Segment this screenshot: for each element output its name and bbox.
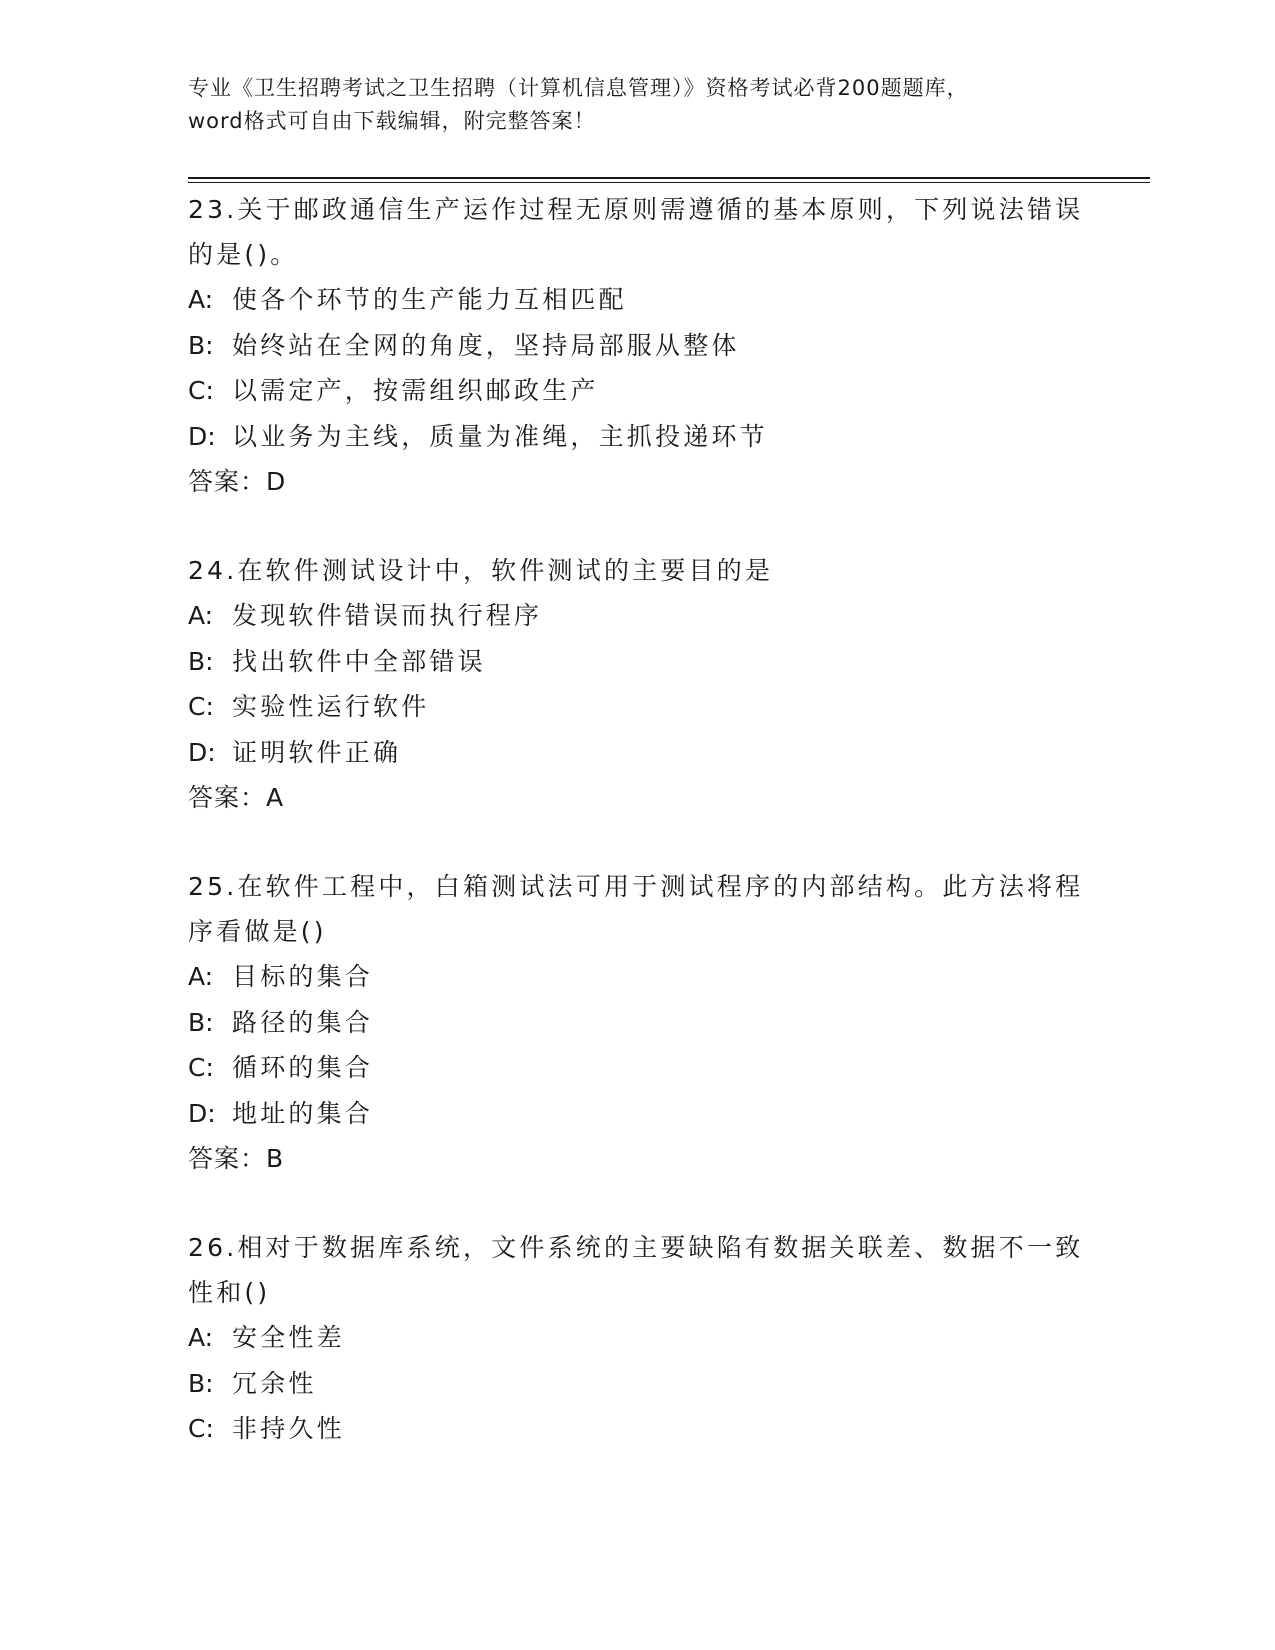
option-letter: B: (188, 1007, 214, 1037)
option-c (188, 1045, 1088, 1091)
option-a (188, 954, 1088, 1000)
option-d (188, 414, 1088, 460)
option-a (188, 1315, 1088, 1361)
option-text: 发现软件错误而执行程序 (232, 601, 543, 630)
option-c (188, 368, 1088, 414)
question-24 (188, 548, 1088, 820)
option-c (188, 684, 1088, 730)
option-text: 目标的集合 (232, 962, 374, 991)
question-stem: 26.相对于数据库系统，文件系统的主要缺陷有数据关联差、数据不一致性和() (188, 1233, 1084, 1307)
option-letter: C: (188, 1414, 214, 1443)
question-stem: 25.在软件工程中，白箱测试法可用于测试程序的内部结构。此方法将程序看做是() (188, 872, 1084, 946)
question-list (188, 187, 1088, 1496)
option-text: 循环的集合 (232, 1053, 374, 1082)
option-c (188, 1406, 1088, 1452)
option-d (188, 730, 1088, 776)
option-b (188, 639, 1088, 685)
option-text: 证明软件正确 (232, 737, 402, 767)
option-letter: C: (188, 692, 214, 721)
question-26 (188, 1225, 1088, 1452)
option-text: 冗余性 (232, 1368, 317, 1398)
question-stem: 24.在软件测试设计中，软件测试的主要目的是 (188, 556, 774, 585)
header-line-2: word格式可自由下载编辑，附完整答案！ (188, 109, 596, 133)
option-letter: C: (188, 376, 214, 405)
option-b (188, 323, 1088, 369)
option-text: 地址的集合 (232, 1098, 374, 1128)
option-letter: C: (188, 1053, 214, 1082)
header-divider-thick (188, 177, 1150, 179)
question-stem: 23.关于邮政通信生产运作过程无原则需遵循的基本原则，下列说法错误的是()。 (188, 195, 1084, 269)
answer-line: 答案：A (188, 783, 285, 812)
option-letter: A: (188, 601, 214, 630)
option-text: 以需定产，按需组织邮政生产 (232, 376, 599, 405)
option-letter: A: (188, 1323, 214, 1352)
option-a (188, 277, 1088, 323)
option-b (188, 1000, 1088, 1046)
option-letter: D: (188, 421, 216, 451)
option-letter: B: (188, 1368, 214, 1398)
option-letter: D: (188, 1098, 216, 1128)
option-d (188, 1091, 1088, 1137)
option-b (188, 1361, 1088, 1407)
question-23 (188, 187, 1088, 504)
question-25 (188, 864, 1088, 1181)
option-text: 实验性运行软件 (232, 692, 430, 721)
option-text: 找出软件中全部错误 (232, 646, 486, 676)
option-text: 非持久性 (232, 1414, 345, 1443)
option-letter: A: (188, 285, 214, 314)
option-text: 以业务为主线，质量为准绳，主抓投递环节 (232, 421, 768, 451)
option-letter: B: (188, 330, 214, 360)
option-letter: A: (188, 962, 214, 991)
answer-line: 答案：D (188, 467, 287, 496)
option-text: 始终站在全网的角度，坚持局部服从整体 (232, 330, 740, 360)
answer-line: 答案：B (188, 1144, 285, 1173)
document-header (188, 72, 1108, 138)
option-text: 安全性差 (232, 1323, 345, 1352)
option-a (188, 593, 1088, 639)
option-text: 使各个环节的生产能力互相匹配 (232, 285, 627, 314)
option-text: 路径的集合 (232, 1007, 374, 1037)
header-line-1: 专业《卫生招聘考试之卫生招聘（计算机信息管理）》资格考试必背200题题库， (188, 76, 969, 100)
option-letter: B: (188, 646, 214, 676)
header-divider-thin (188, 182, 1150, 183)
option-letter: D: (188, 737, 216, 767)
